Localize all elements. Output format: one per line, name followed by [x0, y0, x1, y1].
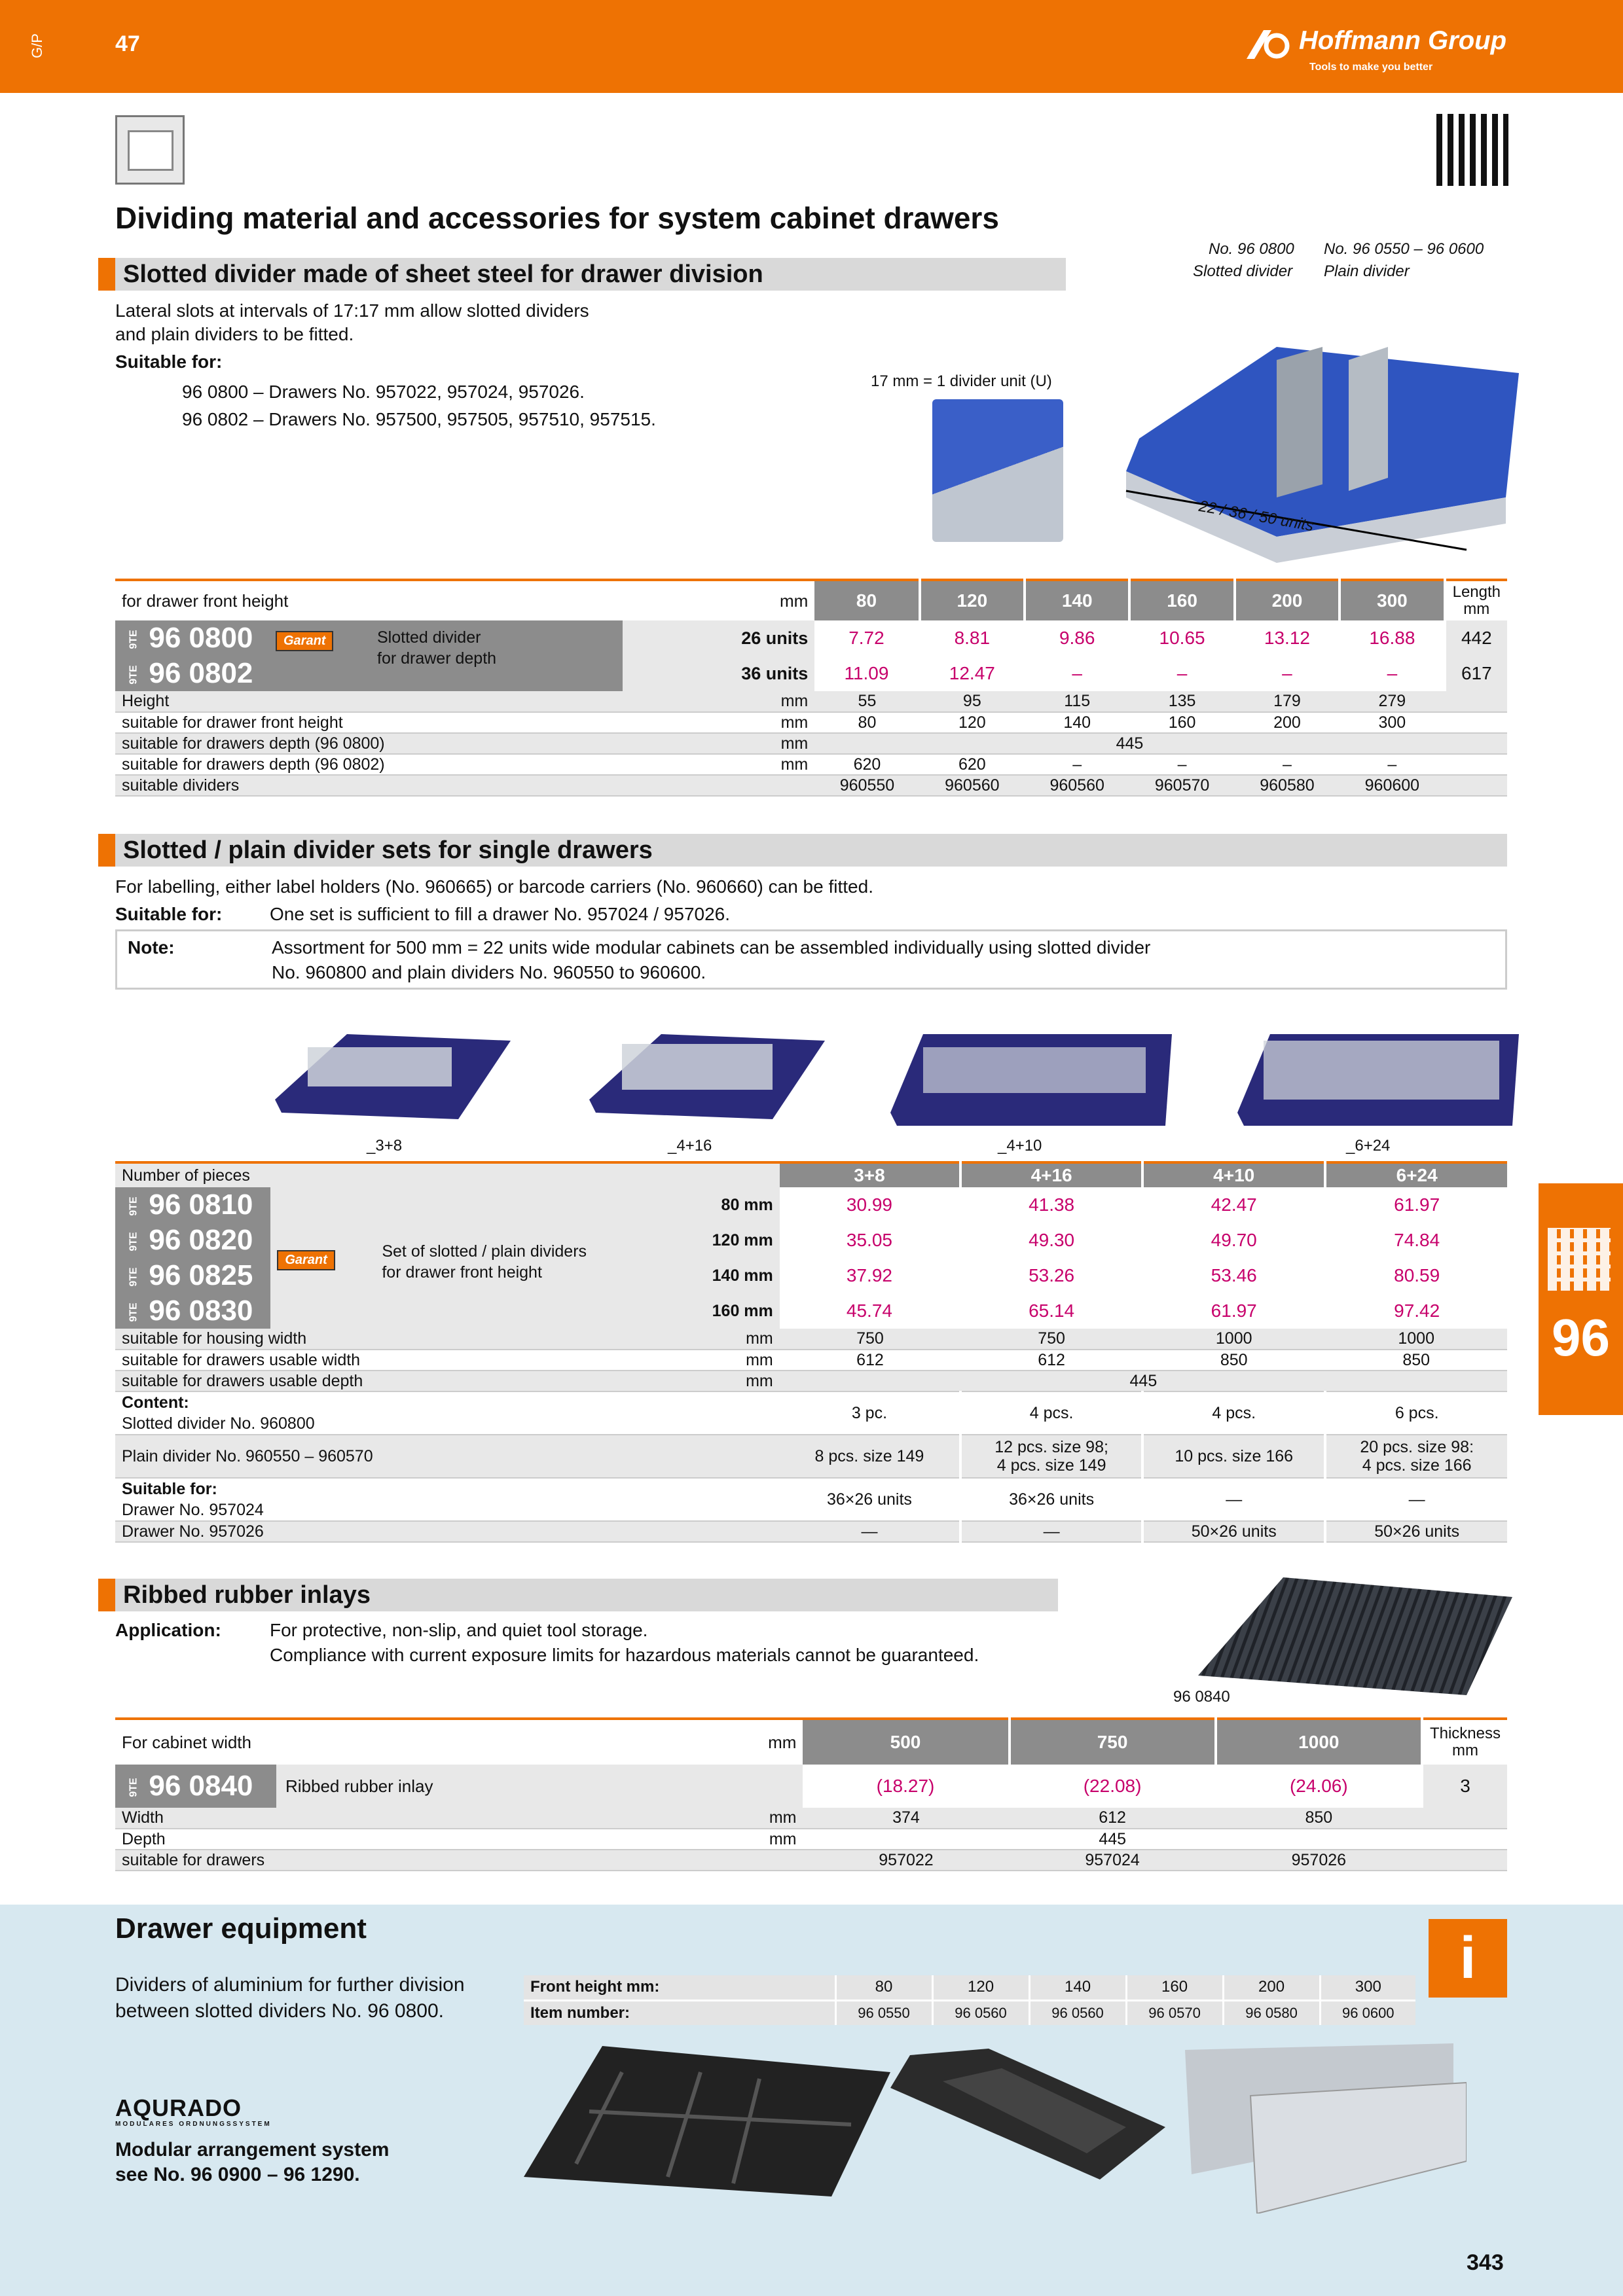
note-line1: Assortment for 500 mm = 22 units wide modular cabinets can be assembled individually using slotted divider: [272, 937, 1151, 958]
spec-cell: —: [1325, 1478, 1507, 1521]
set-image-4-10: [884, 1028, 1172, 1132]
application-label: Application:: [115, 1620, 221, 1640]
price-cell: 45.74: [780, 1293, 960, 1329]
section2-desc: For labelling, either label holders (No. 960665) or barcode carriers (No. 960660) can be fitted.: [115, 876, 873, 897]
article-96-0820[interactable]: 9TE 96 0820: [115, 1223, 270, 1258]
spec-cell: 3 pc.: [780, 1391, 960, 1435]
slotted-divider-table: [115, 579, 1507, 797]
t3-head-unit: mm: [768, 1732, 797, 1752]
spec-cell: 115: [1025, 691, 1129, 712]
section2-suitable-label: Suitable for:: [115, 904, 223, 924]
spec-cell: 620: [920, 754, 1025, 775]
spec-cell: 95: [920, 691, 1025, 712]
spec-label: suitable for drawers: [115, 1850, 620, 1871]
units-label: 22 / 36 / 50 units: [1197, 497, 1315, 535]
spec-cell: 445: [803, 1829, 1421, 1850]
section1-desc-line2: and plain dividers to be fitted.: [115, 324, 354, 344]
t1-head-label: for drawer front height: [122, 590, 289, 611]
qr-code-icon[interactable]: [1436, 114, 1508, 186]
article-96-0840[interactable]: 9TE 96 0840 Ribbed rubber inlay: [115, 1765, 620, 1808]
spec-cell: –: [1129, 754, 1234, 775]
section1-desc-line1: Lateral slots at intervals of 17:17 mm allow slotted dividers: [115, 300, 589, 321]
price-cell: 16.88: [1340, 620, 1444, 656]
spec-cell: 4 pcs.: [1142, 1391, 1325, 1435]
spec-label: suitable for housing width: [115, 1329, 682, 1350]
set-label: _3+8: [367, 1137, 403, 1155]
article-96-0800[interactable]: 9TE 96 0800 Garant Slotted divider for drawer depth: [115, 620, 623, 656]
spec-cell: 850: [1216, 1808, 1422, 1829]
spec-cell: 374: [803, 1808, 1009, 1829]
section-heading-rubber-inlays: Ribbed rubber inlays: [98, 1579, 1058, 1611]
t2-col: 4+10: [1142, 1162, 1325, 1187]
t2-height: 80 mm: [682, 1187, 780, 1223]
section-heading-slotted-divider: Slotted divider made of sheet steel for drawer division: [98, 258, 1066, 291]
price-cell: 49.30: [960, 1223, 1142, 1258]
application-line2: Compliance with current exposure limits for hazardous materials cannot be guaranteed.: [270, 1645, 979, 1665]
spec-cell: 50×26 units: [1142, 1521, 1325, 1542]
set-image-6-24: [1231, 1028, 1519, 1132]
spec-unit: mm: [623, 754, 814, 775]
price-cell: –: [1235, 656, 1340, 691]
brand-logo: [1244, 26, 1506, 79]
spec-cell: 750: [780, 1329, 960, 1350]
t2-height: 120 mm: [682, 1223, 780, 1258]
foam-tray-image: [890, 2049, 1165, 2179]
spec-cell: 6 pcs.: [1325, 1391, 1507, 1435]
aqurado-tray-image: [524, 2046, 890, 2197]
spec-label: suitable for drawers depth (96 0802): [115, 754, 623, 775]
t2-height: 140 mm: [682, 1258, 780, 1293]
spec-cell: 200: [1235, 712, 1340, 733]
t2-col: 4+16: [960, 1162, 1142, 1187]
price-cell: 74.84: [1394, 1230, 1440, 1250]
article-96-0825[interactable]: 9TE 96 0825: [115, 1258, 270, 1293]
t2-desc: Set of slotted / plain dividers for drawer front height: [382, 1242, 587, 1282]
aqurado-subtitle: MODULARES ORDNUNGSSYSTEM: [115, 2121, 272, 2128]
thickness-cell: 3: [1422, 1765, 1507, 1808]
front-height-cell: 160: [1126, 1975, 1223, 2000]
t1-desc: Slotted divider for drawer depth: [377, 628, 497, 668]
brand-tagline: Tools to make you better: [1309, 62, 1433, 73]
spec-cell: 612: [960, 1350, 1142, 1371]
spec-cell: –: [1235, 754, 1340, 775]
item-number-cell[interactable]: 96 0560: [1029, 2000, 1126, 2025]
spec-cell: —: [1142, 1478, 1325, 1521]
spec-unit: mm: [623, 712, 814, 733]
t1-length-head: Length mm: [1452, 583, 1501, 618]
price-cell: 65.14: [960, 1293, 1142, 1329]
spec-cell: 140: [1025, 712, 1129, 733]
item-number-label: Item number:: [530, 2003, 630, 2022]
price-cell: 41.38: [960, 1187, 1142, 1223]
set-label: _4+10: [998, 1137, 1042, 1155]
t2-col: 3+8: [780, 1162, 960, 1187]
drawer-equipment-desc1: Dividers of aluminium for further division: [115, 1974, 465, 1996]
label-plain-no: No. 96 0550 – 96 0600: [1324, 240, 1484, 258]
set-image-3-8: [262, 1028, 511, 1132]
price-cell: 80.59: [1394, 1265, 1440, 1285]
spec-cell: 957022: [803, 1850, 1009, 1871]
rubber-inlay-img-label: 96 0840: [1173, 1688, 1230, 1706]
slot-detail-image: [932, 399, 1063, 542]
item-number-cell[interactable]: 96 0570: [1126, 2000, 1223, 2025]
price-cell: 37.92: [780, 1258, 960, 1293]
t3-thickness-head: Thickness mm: [1429, 1725, 1501, 1759]
price-cell: 8.81: [920, 620, 1025, 656]
label-slotted-no: No. 96 0800: [1209, 240, 1294, 258]
spec-unit: mm: [623, 733, 814, 754]
aqurado-logo: AQURADO: [115, 2094, 242, 2121]
spec-cell: 612: [1010, 1808, 1216, 1829]
drawer-equipment-desc2: between slotted dividers No. 96 0800.: [115, 2000, 444, 2022]
front-height-cell: 80: [835, 1975, 932, 2000]
spec-unit: mm: [620, 1808, 803, 1829]
price-cell: 97.42: [1394, 1300, 1440, 1321]
spec-cell: 10 pcs. size 166: [1142, 1435, 1325, 1478]
price-cell: –: [1340, 656, 1444, 691]
price-cell: (24.06): [1216, 1765, 1422, 1808]
section1-suit-line2: 96 0802 – Drawers No. 957500, 957505, 957510, 957515.: [182, 409, 656, 429]
spec-label: Width: [115, 1808, 620, 1829]
spec-cell: 8 pcs. size 149: [780, 1435, 960, 1478]
aluminium-dividers-table: [524, 1975, 1415, 2025]
spec-cell: 960550: [814, 775, 919, 796]
item-number-cell[interactable]: 96 0560: [932, 2000, 1029, 2025]
hoffmann-logo-icon: [1244, 26, 1294, 63]
item-number-cell[interactable]: 96 0580: [1223, 2000, 1320, 2025]
spec-cell: 750: [960, 1329, 1142, 1350]
spec-cell: 957026: [1216, 1850, 1422, 1871]
t2-height: 160 mm: [682, 1293, 780, 1329]
price-cell: (22.08): [1010, 1765, 1216, 1808]
t3-col: 1000: [1216, 1719, 1422, 1765]
application-line1: For protective, non-slip, and quiet tool storage.: [270, 1620, 648, 1640]
price-cell: –: [1129, 656, 1234, 691]
spec-cell: 80: [814, 712, 919, 733]
spec-cell: 445: [780, 1371, 1507, 1391]
label-plain-divider: Plain divider: [1324, 262, 1410, 280]
section-heading-divider-sets: Slotted / plain divider sets for single drawers: [98, 834, 1507, 867]
spec-unit: mm: [682, 1350, 780, 1371]
spec-cell: 850: [1142, 1350, 1325, 1371]
spec-cell: 160: [1129, 712, 1234, 733]
t2-col: 6+24: [1325, 1162, 1507, 1187]
item-number-cell[interactable]: 96 0600: [1320, 2000, 1415, 2025]
price-cell: 49.70: [1142, 1223, 1325, 1258]
front-height-cell: 140: [1029, 1975, 1126, 2000]
spec-cell: 179: [1235, 691, 1340, 712]
spec-cell: —: [780, 1521, 960, 1542]
spec-cell: 1000: [1325, 1329, 1507, 1350]
divider-sets-table: [115, 1161, 1507, 1543]
price-cell: 61.97: [1394, 1194, 1440, 1215]
spec-label: suitable for drawers depth (96 0800): [115, 733, 623, 754]
price-cell: 61.97: [1142, 1293, 1325, 1329]
spec-cell: 445: [814, 733, 1444, 754]
t3-desc: Ribbed rubber inlay: [276, 1765, 620, 1808]
label-slotted-divider: Slotted divider: [1193, 262, 1293, 280]
length-cell: 442: [1445, 620, 1507, 656]
set-label: _6+24: [1346, 1137, 1391, 1155]
price-cell: 42.47: [1142, 1187, 1325, 1223]
spec-label: suitable for drawers usable width: [115, 1350, 682, 1371]
article-96-0802[interactable]: 9TE 96 0802: [115, 656, 623, 691]
note-label: Note:: [128, 937, 175, 958]
spec-unit: mm: [623, 691, 814, 712]
price-cell: 13.12: [1235, 620, 1340, 656]
spec-cell: 36×26 units: [780, 1478, 960, 1521]
spec-unit: mm: [682, 1329, 780, 1350]
modular-line2: see No. 96 0900 – 96 1290.: [115, 2164, 360, 2185]
drawer-image: [1113, 288, 1532, 563]
spec-cell: –: [1025, 754, 1129, 775]
spec-cell: 300: [1340, 712, 1444, 733]
spec-cell: 960570: [1129, 775, 1234, 796]
price-cell: (18.27): [803, 1765, 1009, 1808]
spec-cell: 612: [780, 1350, 960, 1371]
spec-label: Plain divider No. 960550 – 960570: [115, 1435, 780, 1478]
front-height-cell: 120: [932, 1975, 1029, 2000]
price-cell: 10.65: [1129, 620, 1234, 656]
spec-cell: –: [1340, 754, 1444, 775]
section2-suitable-text: One set is sufficient to fill a drawer No. 957024 / 957026.: [270, 904, 731, 924]
spec-cell: 55: [814, 691, 919, 712]
section1-suit-line1: 96 0800 – Drawers No. 957022, 957024, 957026.: [182, 382, 585, 402]
spec-cell: 620: [814, 754, 919, 775]
chapter-number: 96: [1552, 1308, 1610, 1367]
length-cell: 617: [1445, 656, 1507, 691]
t1-row1-label: 26 units: [623, 620, 814, 656]
garant-logo: Garant: [277, 1250, 335, 1270]
spec-cell: 960600: [1340, 775, 1444, 796]
spec-cell: 957024: [1010, 1850, 1216, 1871]
spec-cell: 1000: [1142, 1329, 1325, 1350]
divider-unit-label: 17 mm = 1 divider unit (U): [871, 372, 1052, 390]
content-label-cell: Content: Slotted divider No. 960800: [115, 1391, 780, 1435]
spec-unit: mm: [682, 1371, 780, 1391]
grid-icon: [1548, 1228, 1611, 1291]
front-height-label: Front height mm:: [530, 1978, 660, 1996]
section1-suitable-label: Suitable for:: [115, 351, 223, 372]
price-cell: 11.09: [814, 656, 919, 691]
side-label: G/P: [29, 33, 45, 58]
page-title: Dividing material and accessories for system cabinet drawers: [115, 201, 999, 235]
article-96-0810[interactable]: 9TE 96 0810: [115, 1187, 270, 1223]
price-cell: 12.47: [920, 656, 1025, 691]
front-height-cell: 300: [1320, 1975, 1415, 2000]
drawer-icon: [115, 115, 185, 185]
spec-cell: 279: [1340, 691, 1444, 712]
t2-head-label: Number of pieces: [122, 1166, 250, 1185]
t2-desc-cell: [270, 1187, 682, 1329]
drawer-equipment-heading: Drawer equipment: [115, 1912, 367, 1945]
aluminium-dividers-image: [1178, 2043, 1467, 2214]
price-cell: 9.86: [1025, 620, 1129, 656]
spec-cell: 135: [1129, 691, 1234, 712]
t3-col: 750: [1010, 1719, 1216, 1765]
spec-unit: mm: [620, 1829, 803, 1850]
set-image-4-16: [576, 1028, 825, 1132]
page-number: 343: [1467, 2250, 1504, 2275]
spec-cell: 120: [920, 712, 1025, 733]
spec-label: Drawer No. 957026: [115, 1521, 780, 1542]
spec-cell: 960560: [920, 775, 1025, 796]
spec-label: suitable dividers: [115, 775, 623, 796]
price-cell: –: [1025, 656, 1129, 691]
t1-row2-label: 36 units: [623, 656, 814, 691]
t1-col: 300: [1340, 580, 1444, 620]
spec-cell: 50×26 units: [1325, 1521, 1507, 1542]
t1-col: 80: [814, 580, 919, 620]
page-number-top: 47: [115, 31, 140, 56]
spec-cell: —: [960, 1521, 1142, 1542]
price-cell: 30.99: [780, 1187, 960, 1223]
note-line2: No. 960800 and plain dividers No. 960550 to 960600.: [272, 962, 706, 982]
spec-cell: 960560: [1025, 775, 1129, 796]
t1-col: 120: [920, 580, 1025, 620]
spec-cell: 20 pcs. size 98: 4 pcs. size 166: [1325, 1435, 1507, 1478]
spec-label: Depth: [115, 1829, 620, 1850]
price-cell: 53.26: [960, 1258, 1142, 1293]
article-96-0830[interactable]: 9TE 96 0830: [115, 1293, 270, 1329]
spec-cell: 36×26 units: [960, 1478, 1142, 1521]
brand-name: Hoffmann Group: [1299, 26, 1507, 55]
info-icon[interactable]: i: [1429, 1919, 1507, 1998]
t1-col: 140: [1025, 580, 1129, 620]
chapter-tab-96[interactable]: [1539, 1183, 1623, 1415]
price-cell: 7.72: [814, 620, 919, 656]
spec-cell: 4 pcs.: [960, 1391, 1142, 1435]
t1-col: 160: [1129, 580, 1234, 620]
front-height-cell: 200: [1223, 1975, 1320, 2000]
note-box: [115, 929, 1507, 990]
price-cell: 35.05: [780, 1223, 960, 1258]
spec-cell: 960580: [1235, 775, 1340, 796]
spec-label: suitable for drawer front height: [115, 712, 623, 733]
t3-head-label: For cabinet width: [122, 1732, 251, 1752]
spec-cell: 12 pcs. size 98; 4 pcs. size 149: [960, 1435, 1142, 1478]
t1-col: 200: [1235, 580, 1340, 620]
suitable-label-cell: Suitable for: Drawer No. 957024: [115, 1478, 780, 1521]
rubber-inlay-image: [1198, 1577, 1512, 1695]
t1-head-unit: mm: [779, 590, 809, 611]
set-label: _4+16: [668, 1137, 712, 1155]
spec-label: suitable for drawers usable depth: [115, 1371, 682, 1391]
spec-label: Height: [115, 691, 623, 712]
rubber-inlay-table: [115, 1717, 1507, 1871]
spec-cell: 850: [1325, 1350, 1507, 1371]
item-number-cell[interactable]: 96 0550: [835, 2000, 932, 2025]
t3-col: 500: [803, 1719, 1009, 1765]
modular-line1: Modular arrangement system: [115, 2139, 390, 2161]
garant-logo: Garant: [276, 631, 333, 651]
price-cell: 53.46: [1142, 1258, 1325, 1293]
